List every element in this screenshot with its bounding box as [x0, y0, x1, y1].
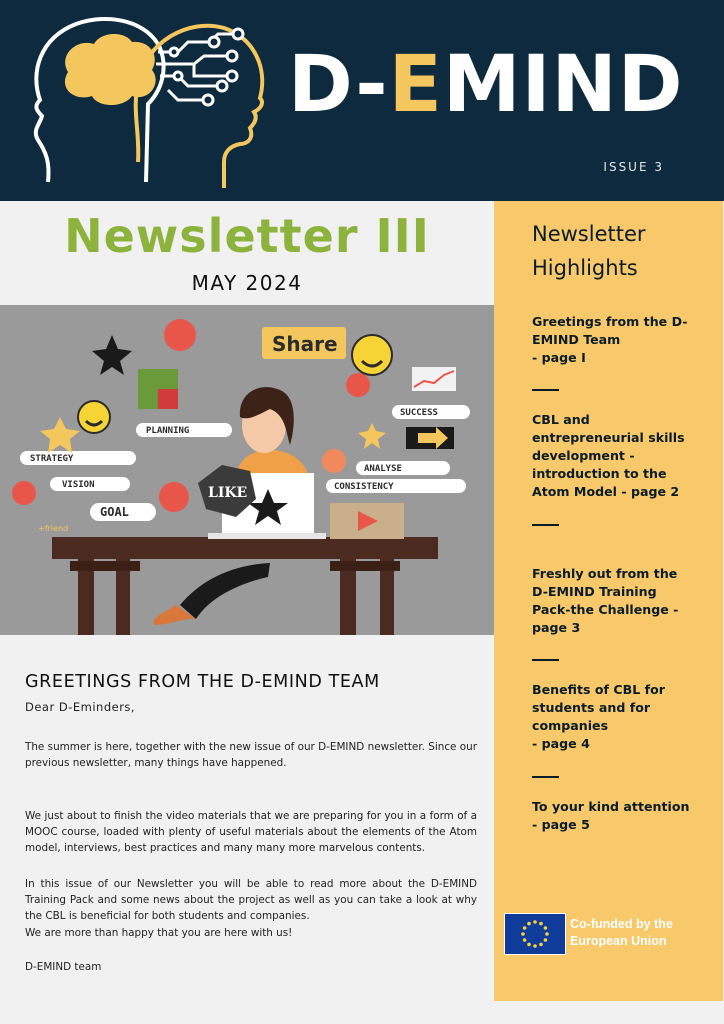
hero-illustration — [0, 305, 494, 635]
issue-label: ISSUE 3 — [603, 160, 664, 174]
highlight-item-1[interactable] — [532, 313, 692, 367]
brand-prefix: D- — [288, 40, 389, 130]
highlight-item-4[interactable] — [532, 681, 692, 753]
highlight-text-4: Benefits of CBL for students and for companies — [532, 682, 665, 733]
consistency-label: CONSISTENCY — [334, 482, 394, 492]
friend-label: +friend — [38, 524, 69, 533]
highlight-item-3[interactable] — [532, 565, 692, 637]
highlight-page-1: - page I — [532, 350, 586, 365]
eu-funding-text: Co-funded by the European Union — [570, 917, 673, 948]
share-label: Share — [272, 332, 338, 356]
eu-funding-badge — [504, 913, 714, 957]
smiley-icon — [352, 335, 392, 375]
divider — [532, 776, 559, 778]
like-label: LIKE — [208, 485, 248, 501]
sidebar-title: Newsletter Highlights — [532, 222, 646, 280]
highlight-text-3: Freshly out from the D-EMIND Training Pack-the Challenge - page 3 — [532, 566, 679, 635]
desk-icon — [52, 537, 438, 559]
eu-flag-icon — [504, 913, 566, 955]
brand-accent-letter: E — [388, 40, 443, 130]
article-signature: D-EMIND team — [25, 961, 102, 973]
goal-label: GOAL — [100, 505, 129, 519]
newsletter-date: MAY 2024 — [191, 271, 303, 295]
heart-badge-icon-2 — [159, 482, 189, 512]
article-paragraph-4: We are more than happy that you are here with us! — [25, 927, 293, 939]
article-paragraph-2: We just about to finish the video materials that we are preparing for you in a form of a MOOC course, loaded with plenty of useful materials about the elements of the Atom model, interviews, best practices and many many more marvelous contents. — [25, 810, 477, 854]
divider — [532, 659, 559, 661]
office-illustration-icon — [0, 305, 494, 635]
chart-card-icon — [412, 367, 456, 391]
greetings-article — [25, 672, 477, 973]
brand-wordmark — [288, 40, 684, 130]
brain-heads-logo-icon — [28, 12, 268, 194]
divider — [532, 524, 559, 526]
heart-badge-icon-4 — [346, 373, 370, 397]
smiley-icon-3 — [322, 449, 346, 473]
title-block — [0, 201, 494, 305]
highlight-text-2: CBL and entrepreneurial skills development - introduction to the Atom Model - page 2 — [532, 412, 685, 499]
highlight-text-5: To your kind attention — [532, 799, 690, 814]
planning-label: PLANNING — [146, 426, 190, 436]
highlight-page-5: - page 5 — [532, 817, 590, 832]
vision-label: VISION — [62, 480, 95, 490]
smiley-icon-2 — [78, 401, 110, 433]
article-heading: GREETINGS FROM THE D-EMIND TEAM — [25, 672, 380, 692]
newsletter-title: Newsletter III — [64, 209, 430, 263]
strategy-label: STRATEGY — [30, 454, 74, 464]
highlight-item-5[interactable] — [532, 798, 692, 834]
heart-badge-icon-3 — [12, 481, 36, 505]
success-label: SUCCESS — [400, 408, 438, 418]
article-salutation: Dear D-Eminders, — [25, 700, 136, 714]
divider — [532, 389, 559, 391]
article-paragraph-3: In this issue of our Newsletter you will be able to read more about the D-EMIND Training Pack and some news about the project as well as you can take a look at why the CBL is beneficial for both students and companies. — [25, 878, 477, 922]
heart-badge-icon — [164, 319, 196, 351]
highlight-item-2[interactable] — [532, 411, 692, 501]
brand-suffix: MIND — [442, 40, 684, 130]
highlights-sidebar — [494, 201, 723, 1001]
highlight-text-1: Greetings from the D-EMIND Team — [532, 314, 688, 347]
highlight-page-4: - page 4 — [532, 736, 590, 751]
article-paragraph-1: The summer is here, together with the new issue of our D-EMIND newsletter. Since our previous newsletter, many things have happened. — [25, 741, 477, 769]
analyse-label: ANALYSE — [364, 464, 402, 474]
header-banner — [0, 0, 724, 201]
